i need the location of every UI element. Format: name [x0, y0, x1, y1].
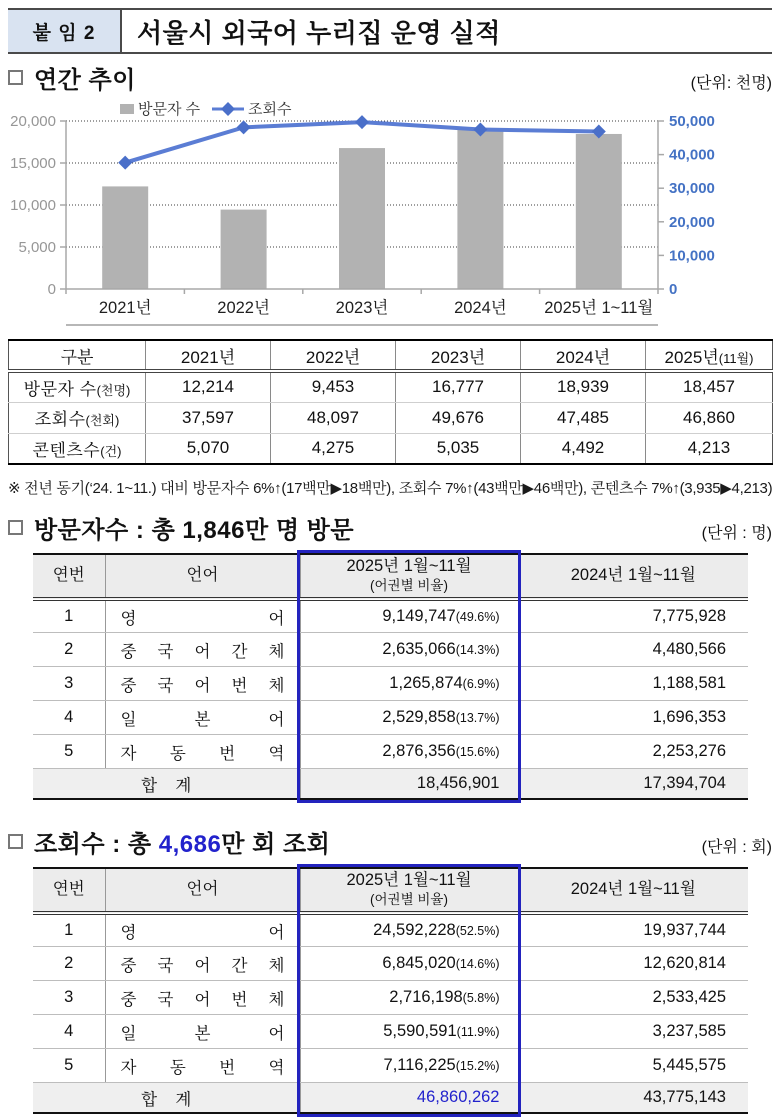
square-bullet-icon	[8, 520, 23, 535]
table-row	[33, 633, 748, 667]
cell-value: 18,457	[646, 371, 773, 402]
value-2024-cell: 2,533,425	[518, 981, 748, 1015]
table-row	[33, 947, 748, 981]
table-row-views	[9, 402, 773, 433]
col-header-2023: 2023년	[396, 340, 521, 371]
value-2024-cell: 4,480,566	[518, 633, 748, 667]
language-cell: 중 국 어 번 체	[105, 667, 300, 701]
language-cell: 영 어	[105, 913, 300, 947]
visitors-table-wrap	[8, 553, 772, 800]
value-2025-cell: 2,876,356(15.6%)	[300, 735, 518, 769]
row-index: 2	[33, 947, 105, 981]
unit-label-persons: (단위 : 명)	[701, 525, 772, 542]
total-label: 합 계	[33, 769, 300, 799]
language-cell: 중 국 어 간 체	[105, 633, 300, 667]
value-2024-cell: 12,620,814	[518, 947, 748, 981]
col-header-2025: 2025년 1월~11월 (어권별 비율)	[300, 868, 518, 913]
row-index: 5	[33, 1049, 105, 1083]
total-2025-cell: 46,860,262	[300, 1083, 518, 1113]
svg-text:2021년: 2021년	[98, 299, 152, 317]
views-table-wrap	[8, 867, 772, 1114]
cell-value: 9,453	[271, 371, 396, 402]
cell-value: 37,597	[146, 402, 271, 433]
value-2025-cell: 2,635,066(14.3%)	[300, 633, 518, 667]
section-visitors-heading-row	[8, 510, 772, 545]
svg-text:20,000: 20,000	[10, 113, 56, 130]
value-2025-cell: 9,149,747(49.6%)	[300, 599, 518, 633]
views-table	[33, 867, 748, 1114]
document-title: 서울시 외국어 누리집 운영 실적	[137, 17, 501, 48]
trend-chart	[8, 97, 772, 335]
section-heading-text: 방문자수 : 총 1,846만 명 방문	[34, 517, 355, 544]
summary-header-row	[9, 340, 773, 371]
row-index: 4	[33, 701, 105, 735]
svg-text:2022년: 2022년	[217, 299, 270, 317]
table-row	[33, 913, 748, 947]
table-row	[33, 1049, 748, 1083]
language-cell: 영 어	[105, 599, 300, 633]
total-label: 합 계	[33, 1083, 300, 1113]
svg-text:0: 0	[669, 281, 678, 298]
table-row-contents	[9, 433, 773, 464]
value-2025-cell: 1,265,874(6.9%)	[300, 667, 518, 701]
svg-text:0: 0	[47, 281, 56, 298]
svg-text:2025년 1~11월: 2025년 1~11월	[544, 299, 654, 317]
views-total-highlight: 4,686	[158, 830, 222, 858]
total-2024-cell: 43,775,143	[518, 1083, 748, 1113]
section-views-heading-row	[8, 824, 772, 859]
attachment-label: 붙 임 2	[32, 22, 96, 44]
unit-label-count: (단위 : 회)	[701, 838, 772, 856]
section-heading-text: 조회수 : 총 4,686만 회 조회	[34, 830, 331, 858]
row-index: 3	[33, 981, 105, 1015]
visitors-header-row	[33, 554, 748, 599]
table-row	[33, 667, 748, 701]
row-index: 2	[33, 633, 105, 667]
cell-value: 4,275	[271, 433, 396, 464]
svg-text:10,000: 10,000	[10, 197, 56, 214]
section-visitors-heading	[8, 510, 354, 545]
svg-text:10,000: 10,000	[669, 247, 715, 265]
total-row	[33, 769, 748, 799]
row-label: 방문자 수(천명)	[9, 371, 146, 402]
visitors-table	[33, 553, 748, 800]
square-bullet-icon	[8, 70, 23, 85]
cell-value: 48,097	[271, 402, 396, 433]
col-header-2021: 2021년	[146, 340, 271, 371]
language-cell: 중 국 어 간 체	[105, 947, 300, 981]
row-index: 1	[33, 599, 105, 633]
value-2025-cell: 5,590,591(11.9%)	[300, 1015, 518, 1049]
cell-value: 4,492	[521, 433, 646, 464]
col-header-no: 연번	[33, 868, 105, 913]
row-index: 5	[33, 735, 105, 769]
language-cell: 자 동 번 역	[105, 1049, 300, 1083]
table-row	[33, 1015, 748, 1049]
row-label: 콘텐츠수(건)	[9, 433, 146, 464]
value-2025-cell: 2,716,198(5.8%)	[300, 981, 518, 1015]
section-views-heading	[8, 824, 330, 859]
total-2025-cell: 18,456,901	[300, 769, 518, 799]
value-2025-cell: 24,592,228(52.5%)	[300, 913, 518, 947]
value-2024-cell: 1,188,581	[518, 667, 748, 701]
language-cell: 중 국 어 번 체	[105, 981, 300, 1015]
col-header-2025: 2025년(11월)	[646, 340, 773, 371]
col-header-language: 언어	[105, 554, 300, 599]
language-cell: 자 동 번 역	[105, 735, 300, 769]
cell-value: 12,214	[146, 371, 271, 402]
total-row	[33, 1083, 748, 1113]
summary-table	[8, 339, 773, 465]
square-bullet-icon	[8, 834, 23, 849]
svg-text:20,000: 20,000	[669, 213, 715, 231]
value-2025-cell: 7,116,225(15.2%)	[300, 1049, 518, 1083]
cell-value: 49,676	[396, 402, 521, 433]
value-2024-cell: 19,937,744	[518, 913, 748, 947]
svg-text:40,000: 40,000	[669, 146, 715, 164]
cell-value: 47,485	[521, 402, 646, 433]
value-2024-cell: 2,253,276	[518, 735, 748, 769]
value-2024-cell: 1,696,353	[518, 701, 748, 735]
unit-label-thousand-persons: (단위: 천명)	[690, 75, 772, 92]
views-header-row	[33, 868, 748, 913]
language-cell: 일 본 어	[105, 1015, 300, 1049]
table-row	[33, 735, 748, 769]
col-header-2024: 2024년 1월~11월	[518, 868, 748, 913]
svg-text:15,000: 15,000	[10, 155, 56, 172]
cell-value: 18,939	[521, 371, 646, 402]
value-2025-cell: 6,845,020(14.6%)	[300, 947, 518, 981]
section-annual-trend-heading	[8, 60, 136, 95]
col-header-no: 연번	[33, 554, 105, 599]
row-index: 3	[33, 667, 105, 701]
document-header	[8, 8, 772, 54]
svg-text:50,000: 50,000	[669, 113, 715, 130]
value-2024-cell: 5,445,575	[518, 1049, 748, 1083]
section-heading-text: 연간 추이	[34, 67, 136, 94]
table-row	[33, 599, 748, 633]
cell-value: 4,213	[687, 438, 731, 458]
value-2025-cell: 2,529,858(13.7%)	[300, 701, 518, 735]
total-2024-cell: 17,394,704	[518, 769, 748, 799]
value-2024-cell: 3,237,585	[518, 1015, 748, 1049]
row-index: 1	[33, 913, 105, 947]
svg-text:방문자 수: 방문자 수	[138, 101, 201, 118]
value-2024-cell: 7,775,928	[518, 599, 748, 633]
svg-text:30,000: 30,000	[669, 180, 715, 198]
svg-text:2023년: 2023년	[335, 299, 389, 317]
table-row	[33, 701, 748, 735]
col-header-2024: 2024년 1월~11월	[518, 554, 748, 599]
attachment-label-box	[8, 10, 122, 52]
cell-value: 16,777	[396, 371, 521, 402]
yoy-note: ※ 전년 동기(‘24. 1~11.) 대비 방문자수 6%↑(17백만▶18백만), 조회수 7%↑(43백만▶46백만), 콘텐츠수 7%↑(3,935▶4,213)	[8, 480, 773, 497]
table-row	[33, 981, 748, 1015]
cell-value: 5,035	[396, 433, 521, 464]
row-index: 4	[33, 1015, 105, 1049]
col-header-language: 언어	[105, 868, 300, 913]
col-header-2024: 2024년	[521, 340, 646, 371]
col-header-category: 구분	[9, 340, 146, 371]
col-header-2025: 2025년 1월~11월 (어권별 비율)	[300, 554, 518, 599]
svg-text:2024년: 2024년	[454, 299, 507, 317]
section-annual-trend-heading-row	[8, 60, 772, 95]
svg-text:조회수: 조회수	[248, 101, 292, 118]
table-row-visitors	[9, 371, 773, 402]
cell-value: 5,070	[146, 433, 271, 464]
row-label: 조회수(천회)	[9, 402, 146, 433]
summary-table-wrap	[8, 339, 772, 465]
language-cell: 일 본 어	[105, 701, 300, 735]
col-header-2022: 2022년	[271, 340, 396, 371]
cell-value: 46,860	[646, 402, 773, 433]
svg-text:5,000: 5,000	[18, 239, 56, 256]
